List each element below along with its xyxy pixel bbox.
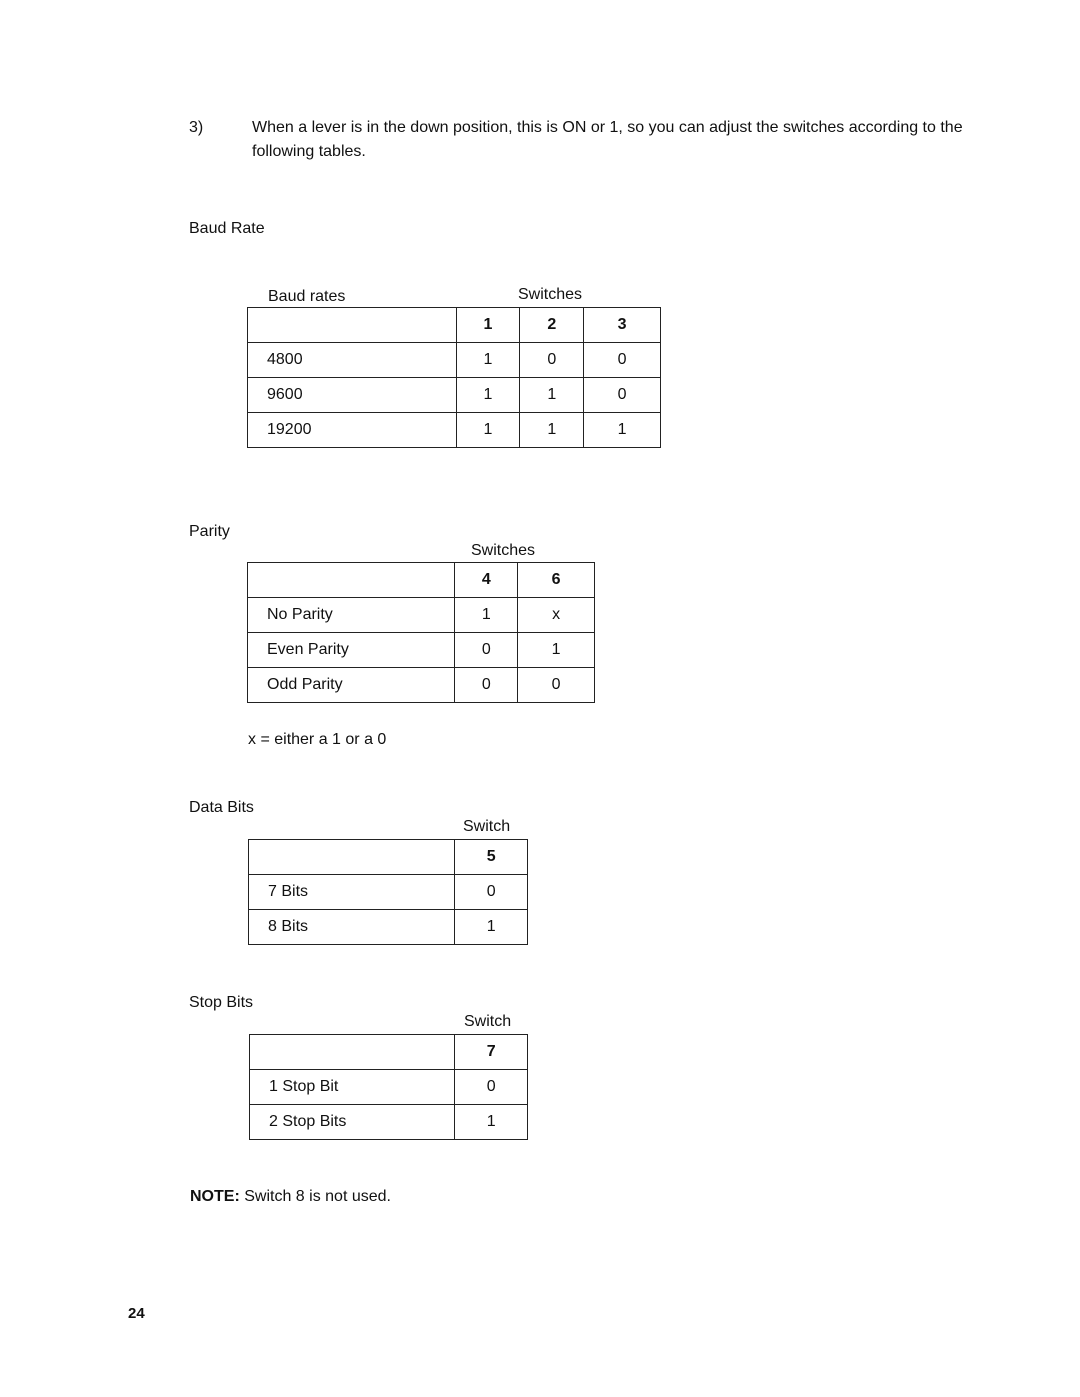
table-header-row [249, 840, 528, 875]
note [190, 1188, 391, 1206]
section-title-stop-bits: Stop Bits [189, 994, 254, 1011]
row-label: Even Parity [248, 633, 455, 668]
cell-value: 0 [584, 343, 661, 378]
cell-value: 0 [584, 378, 661, 413]
stop-bits-table [249, 1034, 528, 1140]
table-row [248, 378, 661, 413]
table-header-row [248, 563, 595, 598]
cell-value: 1 [518, 633, 595, 668]
parity-footnote: x = either a 1 or a 0 [248, 731, 387, 748]
row-label: 9600 [248, 378, 457, 413]
header-switch-2: 2 [520, 308, 584, 343]
note-label: NOTE: [190, 1188, 240, 1205]
row-label: No Parity [248, 598, 455, 633]
parity-switches-label: Switches [471, 542, 536, 559]
parity-table [247, 562, 595, 703]
baud-rate-table [247, 307, 661, 448]
cell-value: 1 [456, 378, 520, 413]
header-switch-4: 4 [455, 563, 518, 598]
row-label: Odd Parity [248, 668, 455, 703]
cell-value: 1 [455, 1105, 528, 1140]
cell-value: 0 [455, 633, 518, 668]
section-title-parity: Parity [189, 523, 230, 540]
cell-value: 0 [455, 1070, 528, 1105]
table-row [250, 1105, 528, 1140]
row-label: 1 Stop Bit [250, 1070, 455, 1105]
section-title-data-bits: Data Bits [189, 799, 254, 816]
cell-value: 1 [455, 910, 528, 945]
page-number: 24 [128, 1305, 145, 1322]
header-blank-cell [248, 563, 455, 598]
table-row [248, 668, 595, 703]
header-switch-7: 7 [455, 1035, 528, 1070]
row-label: 2 Stop Bits [250, 1105, 455, 1140]
cell-value: 1 [455, 598, 518, 633]
cell-value: 0 [455, 875, 528, 910]
baud-switches-label: Switches [518, 286, 583, 303]
databits-switch-label: Switch [463, 818, 511, 835]
table-row [248, 413, 661, 448]
cell-value: x [518, 598, 595, 633]
cell-value: 1 [456, 413, 520, 448]
cell-value: 0 [520, 343, 584, 378]
table-header-row [248, 308, 661, 343]
table-row [248, 598, 595, 633]
table-row [249, 910, 528, 945]
step-number: 3) [189, 119, 204, 136]
table-row [250, 1070, 528, 1105]
cell-value: 0 [518, 668, 595, 703]
row-label: 8 Bits [249, 910, 455, 945]
intro-paragraph: When a lever is in the down position, this is ON or 1, so you can adjust the switches according to the following tables. [252, 119, 963, 160]
cell-value: 1 [456, 343, 520, 378]
header-switch-5: 5 [455, 840, 528, 875]
note-text: Switch 8 is not used. [239, 1188, 391, 1205]
baud-rates-column-label: Baud rates [268, 288, 346, 305]
row-label: 4800 [248, 343, 457, 378]
table-row [248, 343, 661, 378]
stopbits-switch-label: Switch [464, 1013, 512, 1030]
row-label: 19200 [248, 413, 457, 448]
header-blank-cell [249, 840, 455, 875]
section-title-baud-rate: Baud Rate [189, 220, 265, 237]
table-row [249, 875, 528, 910]
cell-value: 1 [584, 413, 661, 448]
header-switch-6: 6 [518, 563, 595, 598]
row-label: 7 Bits [249, 875, 455, 910]
cell-value: 0 [455, 668, 518, 703]
table-header-row [250, 1035, 528, 1070]
cell-value: 1 [520, 378, 584, 413]
data-bits-table [248, 839, 528, 945]
header-switch-3: 3 [584, 308, 661, 343]
header-blank-cell [248, 308, 457, 343]
cell-value: 1 [520, 413, 584, 448]
table-row [248, 633, 595, 668]
header-blank-cell [250, 1035, 455, 1070]
header-switch-1: 1 [456, 308, 520, 343]
